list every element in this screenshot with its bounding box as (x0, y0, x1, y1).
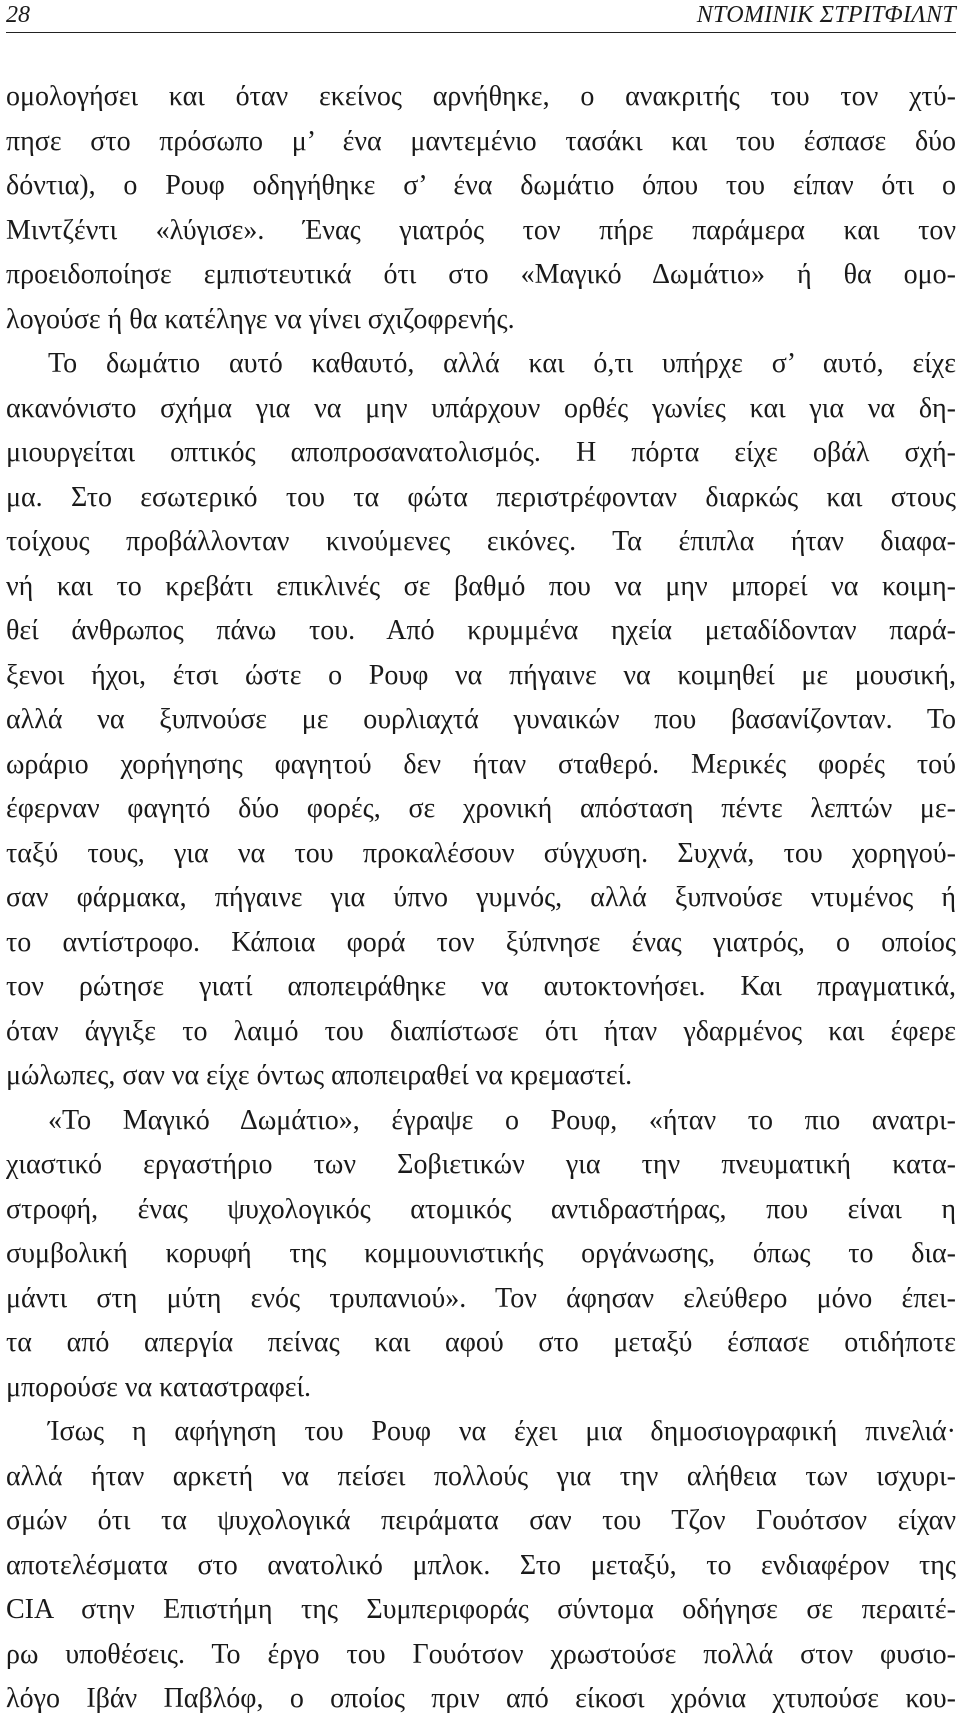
text-line: συμβολική κορυφή της κομμουνιστικής οργάνωσης, όπως το δια- (6, 1238, 956, 1269)
text-line: αλλά να ξυπνούσε με ουρλιαχτά γυναικών που βασανίζονταν. Το (6, 704, 956, 735)
body-text (6, 75, 956, 1722)
running-head (6, 0, 956, 33)
text-line: τοίχους προβάλλονταν κινούμενες εικόνες. Τα έπιπλα ήταν διαφα- (6, 526, 956, 557)
text-line: τον ρώτησε γιατί αποπειράθηκε να αυτοκτονήσει. Και πραγματικά, (6, 971, 956, 1002)
text-line: δόντια), ο Ρουφ οδηγήθηκε σ’ ένα δωμάτιο όπου του είπαν ότι ο (6, 170, 956, 201)
text-line: θεί άνθρωπος πάνω του. Από κρυμμένα ηχεία μεταδίδονταν παρά- (6, 615, 956, 646)
text-line: νή και το κρεβάτι επικλινές σε βαθμό που να μην μπορεί να κοιμη- (6, 570, 956, 602)
text-line: «Το Μαγικό Δωμάτιο», έγραψε ο Ρουφ, «ήταν το πιο ανατρι- (48, 1104, 956, 1136)
text-line: Μιντζέντι «λύγισε». Ένας γιατρός τον πήρε παράμερα και τον (6, 214, 956, 246)
text-line: CIA στην Επιστήμη της Συμπεριφοράς σύντομα οδήγησε σε περαιτέ- (6, 1594, 956, 1625)
text-line: ομολογήσει και όταν εκείνος αρνήθηκε, ο ανακριτής του τον χτύ- (6, 81, 956, 112)
text-line: χιαστικό εργαστήριο των Σοβιετικών για την πνευματική κατα- (6, 1149, 956, 1180)
page-number: 28 (6, 2, 30, 28)
text-line: λογούσε ή θα κατέληγε να γίνει σχιζοφρενής. (6, 303, 515, 335)
text-line: σμών ότι τα ψυχολογικά πειράματα σαν του Τζον Γουότσον είχαν (6, 1505, 956, 1536)
text-line: ρω υποθέσεις. Το έργο του Γουότσον χρωστούσε πολλά στον φυσιο- (6, 1638, 956, 1670)
text-line: αποτελέσματα στο ανατολικό μπλοκ. Στο μεταξύ, το ενδιαφέρον της (6, 1549, 956, 1581)
running-title: ΝΤΟΜΙΝΙΚ ΣΤΡΙΤΦΙΛΝΤ (696, 2, 956, 28)
text-line: Το δωμάτιο αυτό καθαυτό, αλλά και ό,τι υπήρχε σ’ αυτό, είχε (48, 348, 956, 379)
text-line: αλλά ήταν αρκετή να πείσει πολλούς για την αλήθεια των ισχυρι- (6, 1460, 956, 1492)
text-line: μπορούσε να καταστραφεί. (6, 1371, 312, 1403)
text-line: ωράριο χορήγησης φαγητού δεν ήταν σταθερό. Μερικές φορές τού (6, 748, 956, 780)
text-line: το αντίστροφο. Κάποια φορά τον ξύπνησε ένας γιατρός, ο οποίος (6, 926, 956, 958)
text-line: προειδοποίησε εμπιστευτικά ότι στο «Μαγικό Δωμάτιο» ή θα ομο- (6, 259, 956, 290)
text-line: τα από απεργία πείνας και αφού στο μεταξύ έσπασε οτιδήποτε (6, 1327, 956, 1358)
text-line: μάντι στη μύτη ενός τρυπανιού». Τον άφησαν ελεύθερο μόνο έπει- (6, 1282, 956, 1314)
text-line: Ίσως η αφήγηση του Ρουφ να έχει μια δημοσιογραφική πινελιά· (48, 1416, 956, 1447)
text-line: σαν φάρμακα, πήγαινε για ύπνο γυμνός, αλλά ξυπνούσε ντυμένος ή (6, 882, 956, 913)
text-line: στροφή, ένας ψυχολογικός ατομικός αντιδραστήρας, που είναι η (6, 1193, 956, 1225)
text-line: ακανόνιστο σχήμα για να μην υπάρχουν ορθές γωνίες και για να δη- (6, 392, 956, 424)
text-line: ξενοι ήχοι, έτσι ώστε ο Ρουφ να πήγαινε να κοιμηθεί με μουσική, (6, 659, 956, 691)
text-line: όταν άγγιξε το λαιμό του διαπίστωσε ότι ήταν γδαρμένος και έφερε (6, 1015, 956, 1047)
text-line: λόγο Ιβάν Παβλόφ, ο οποίος πριν από είκοσι χρόνια χτυπούσε κου- (6, 1683, 956, 1714)
text-line: μα. Στο εσωτερικό του τα φώτα περιστρέφονταν διαρκώς και στους (6, 481, 956, 513)
text-line: πησε στο πρόσωπο μ’ ένα μαντεμένιο τασάκι και του έσπασε δύο (6, 125, 956, 157)
text-line: μώλωπες, σαν να είχε όντως αποπειραθεί να κρεμαστεί. (6, 1060, 633, 1091)
text-line: έφερναν φαγητό δύο φορές, σε χρονική απόσταση πέντε λεπτών με- (6, 793, 956, 824)
text-line: μιουργείται οπτικός αποπροσανατολισμός. Η πόρτα είχε οβάλ σχή- (6, 437, 956, 468)
text-line: ταξύ τους, για να του προκαλέσουν σύγχυση. Συχνά, του χορηγού- (6, 837, 956, 869)
